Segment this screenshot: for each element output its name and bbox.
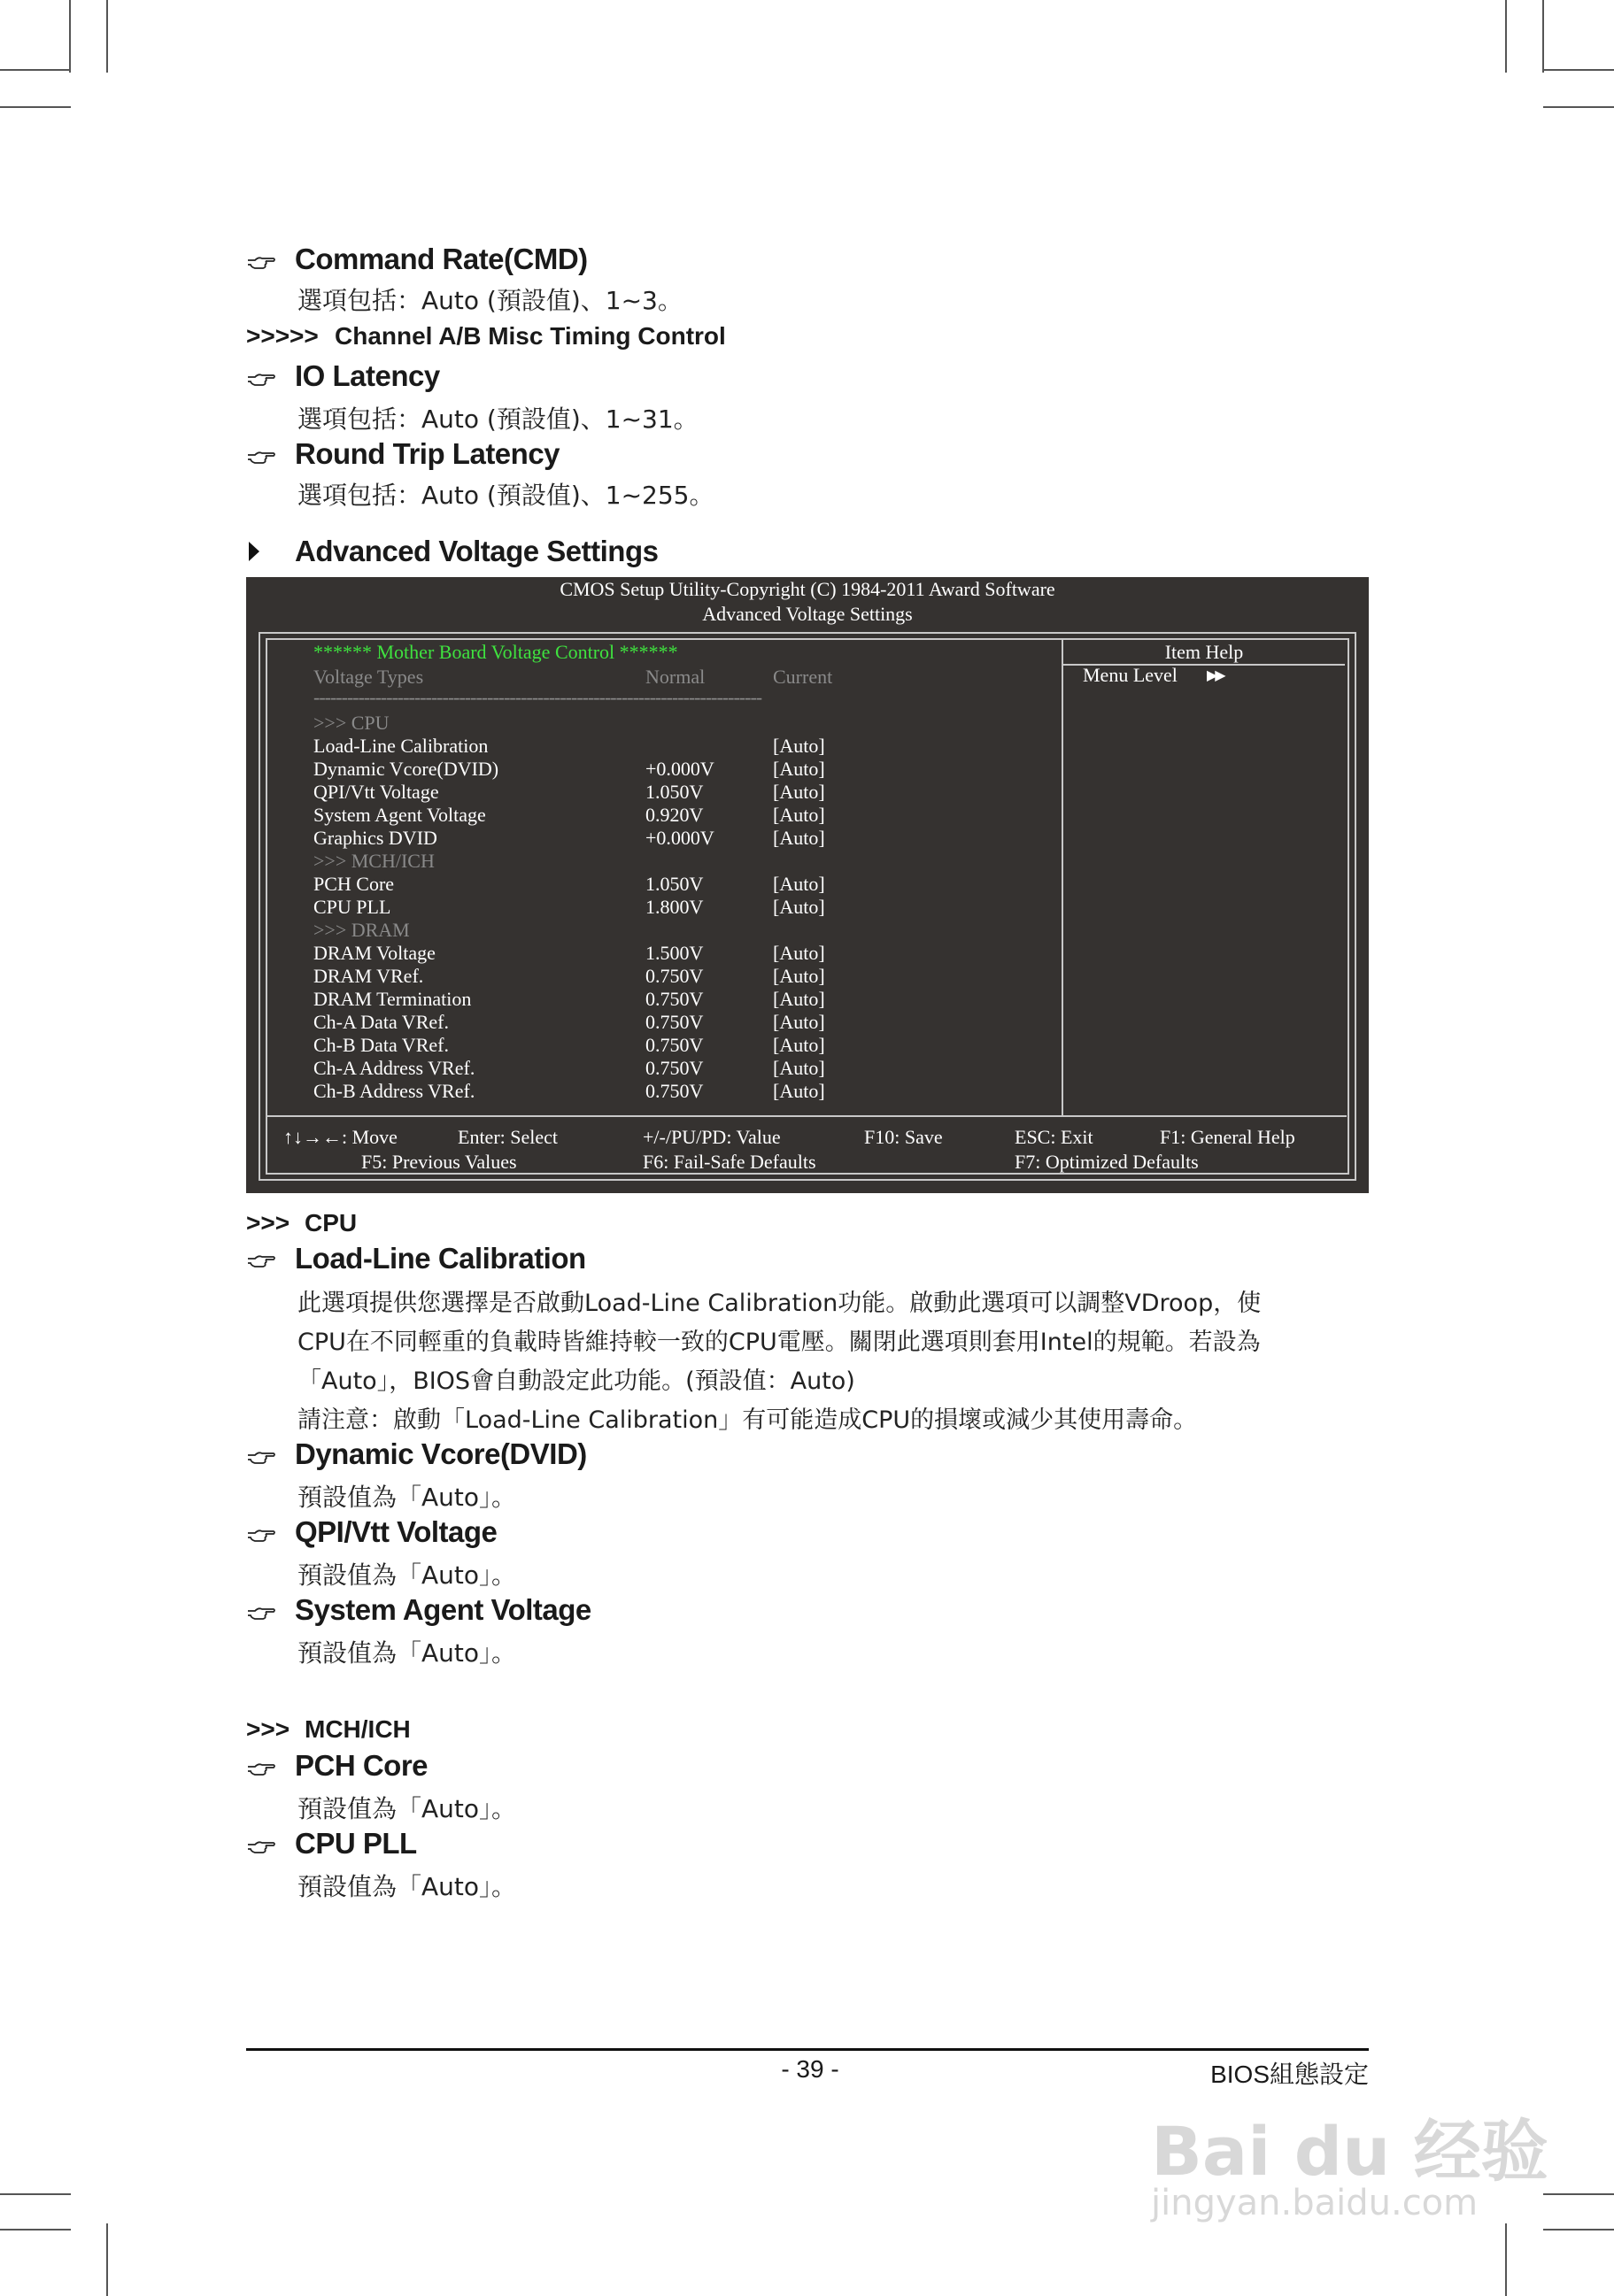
crop-mark bbox=[1542, 0, 1544, 73]
footer-rule bbox=[246, 2048, 1369, 2051]
pointing-hand-icon bbox=[246, 1838, 276, 1857]
footer-f7: F7: Optimized Defaults bbox=[1015, 1151, 1199, 1173]
bios-setting-normal[interactable]: 0.750V bbox=[645, 1034, 704, 1056]
round-trip-latency-title: Round Trip Latency bbox=[295, 437, 560, 470]
bios-setting-current[interactable]: [Auto] bbox=[773, 781, 825, 803]
bios-setting-label[interactable]: System Agent Voltage bbox=[313, 804, 486, 826]
io-latency-options: 選項包括：Auto (預設值)、1~31。 bbox=[297, 404, 699, 434]
mch-section-header: MCH/ICH bbox=[305, 1715, 411, 1743]
mch-section-prefix: >>> bbox=[246, 1715, 290, 1743]
col-divider: -------------------------------------------------------------------------------- bbox=[313, 686, 762, 708]
footer-esc: ESC: Exit bbox=[1015, 1126, 1093, 1148]
bios-setting-label[interactable]: Ch-B Address VRef. bbox=[313, 1080, 475, 1102]
advanced-voltage-settings-title: Advanced Voltage Settings bbox=[295, 535, 659, 567]
bios-setting-normal[interactable]: 1.050V bbox=[645, 781, 704, 803]
bios-setting-label[interactable]: CPU PLL bbox=[313, 896, 391, 918]
crop-mark bbox=[69, 0, 71, 73]
crop-mark bbox=[1543, 2193, 1614, 2195]
dvid-title: Dynamic Vcore(DVID) bbox=[295, 1437, 587, 1470]
col-voltage-types: Voltage Types bbox=[313, 666, 424, 688]
col-current: Current bbox=[773, 666, 833, 688]
bios-screen bbox=[246, 577, 1369, 1193]
crop-mark bbox=[106, 2223, 108, 2296]
command-rate-title: Command Rate(CMD) bbox=[295, 243, 588, 275]
bios-setting-normal[interactable]: 0.750V bbox=[645, 1080, 704, 1102]
footer-move: ↑↓→←: Move bbox=[283, 1126, 398, 1148]
cpu-section-prefix: >>> bbox=[246, 1209, 290, 1237]
bios-setting-label[interactable]: Ch-A Data VRef. bbox=[313, 1011, 449, 1033]
channel-prefix: >>>>> bbox=[246, 322, 319, 350]
pointing-hand-icon bbox=[246, 448, 276, 467]
system-agent-body: 預設值為「Auto」。 bbox=[297, 1638, 517, 1668]
chapter-title: BIOS組態設定 bbox=[1210, 2061, 1369, 2088]
crop-mark bbox=[1505, 2223, 1507, 2296]
menu-level-arrows-icon: ▶▶ bbox=[1207, 668, 1224, 683]
command-rate-options: 選項包括：Auto (預設值)、1~3。 bbox=[297, 286, 683, 315]
bios-setting-label[interactable]: QPI/Vtt Voltage bbox=[313, 781, 439, 803]
pointing-hand-icon bbox=[246, 1448, 276, 1468]
bios-setting-normal[interactable]: 0.750V bbox=[645, 1057, 704, 1079]
bios-setting-label[interactable]: Dynamic Vcore(DVID) bbox=[313, 758, 499, 780]
bios-header-line2: Advanced Voltage Settings bbox=[702, 603, 913, 625]
crop-mark bbox=[0, 106, 71, 108]
channel-header: Channel A/B Misc Timing Control bbox=[335, 322, 726, 350]
bios-group-header: >>> MCH/ICH bbox=[313, 850, 435, 872]
bios-group-header: >>> CPU bbox=[313, 712, 390, 734]
bios-setting-current[interactable]: [Auto] bbox=[773, 804, 825, 826]
triangle-right-icon bbox=[248, 540, 260, 563]
bios-setting-normal[interactable]: 0.750V bbox=[645, 965, 704, 987]
bios-setting-current[interactable]: [Auto] bbox=[773, 1034, 825, 1056]
bios-setting-current[interactable]: [Auto] bbox=[773, 873, 825, 895]
crop-mark bbox=[1543, 2229, 1614, 2231]
bios-setting-normal[interactable]: 1.500V bbox=[645, 942, 704, 964]
bios-group-header: >>> DRAM bbox=[313, 919, 410, 941]
bios-header-line1: CMOS Setup Utility-Copyright (C) 1984-2011 Award Software bbox=[560, 578, 1055, 600]
crop-mark bbox=[1543, 106, 1614, 108]
pointing-hand-icon bbox=[246, 1604, 276, 1623]
bios-column-divider bbox=[1062, 639, 1063, 1115]
bios-setting-label[interactable]: PCH Core bbox=[313, 873, 395, 895]
pointing-hand-icon bbox=[246, 1760, 276, 1779]
col-normal: Normal bbox=[645, 666, 706, 688]
cpu-section-header: CPU bbox=[305, 1209, 358, 1237]
footer-enter: Enter: Select bbox=[458, 1126, 559, 1148]
crop-mark bbox=[0, 69, 71, 71]
bios-setting-normal[interactable]: 0.750V bbox=[645, 1011, 704, 1033]
footer-f6: F6: Fail-Safe Defaults bbox=[643, 1151, 816, 1173]
pch-core-body: 預設值為「Auto」。 bbox=[297, 1794, 517, 1823]
bios-setting-current[interactable]: [Auto] bbox=[773, 942, 825, 964]
llc-line-2: CPU在不同輕重的負載時皆維持較一致的CPU電壓。關閉此選項則套用Intel的規範。若設為 bbox=[297, 1329, 1261, 1356]
bios-setting-normal[interactable]: +0.000V bbox=[645, 827, 714, 849]
page-number: - 39 - bbox=[781, 2055, 839, 2083]
cpu-pll-title: CPU PLL bbox=[295, 1827, 417, 1860]
qpi-body: 預設值為「Auto」。 bbox=[297, 1560, 517, 1590]
bios-setting-current[interactable]: [Auto] bbox=[773, 988, 825, 1010]
bios-setting-label[interactable]: DRAM Termination bbox=[313, 988, 472, 1010]
crop-mark bbox=[1543, 69, 1614, 71]
bios-setting-label[interactable]: Ch-A Address VRef. bbox=[313, 1057, 475, 1079]
crop-mark bbox=[0, 2229, 71, 2231]
bios-setting-label[interactable]: DRAM Voltage bbox=[313, 942, 436, 964]
baidu-watermark-url: jingyan.baidu.com bbox=[1151, 2183, 1479, 2223]
bios-setting-current[interactable]: [Auto] bbox=[773, 1057, 825, 1079]
bios-setting-current[interactable]: [Auto] bbox=[773, 1080, 825, 1102]
qpi-title: QPI/Vtt Voltage bbox=[295, 1515, 498, 1548]
cpu-pll-body: 預設值為「Auto」。 bbox=[297, 1872, 517, 1901]
bios-setting-current[interactable]: [Auto] bbox=[773, 1011, 825, 1033]
llc-line-1: 此選項提供您選擇是否啟動Load-Line Calibration功能。啟動此選項可以調整VDroop，使 bbox=[297, 1290, 1262, 1317]
pch-core-title: PCH Core bbox=[295, 1749, 429, 1782]
llc-line-3: 「Auto」，BIOS會自動設定此功能。(預設值：Auto) bbox=[297, 1368, 855, 1395]
system-agent-title: System Agent Voltage bbox=[295, 1593, 591, 1626]
bios-setting-normal[interactable]: +0.000V bbox=[645, 758, 714, 780]
crop-mark bbox=[106, 0, 108, 73]
io-latency-title: IO Latency bbox=[295, 359, 440, 392]
pointing-hand-icon bbox=[246, 253, 276, 273]
footer-value: +/-/PU/PD: Value bbox=[643, 1126, 781, 1148]
bios-footer-divider bbox=[266, 1115, 1347, 1117]
item-help-label: Item Help bbox=[1164, 641, 1244, 663]
dvid-body: 預設值為「Auto」。 bbox=[297, 1483, 517, 1512]
pointing-hand-icon bbox=[246, 370, 276, 389]
footer-f5: F5: Previous Values bbox=[361, 1151, 517, 1173]
bios-setting-normal[interactable]: 0.750V bbox=[645, 988, 704, 1010]
bios-setting-normal[interactable]: 1.050V bbox=[645, 873, 704, 895]
footer-f10: F10: Save bbox=[864, 1126, 943, 1148]
mb-voltage-control-title: ****** Mother Board Voltage Control ****** bbox=[313, 641, 678, 663]
bios-setting-normal[interactable]: 1.800V bbox=[645, 896, 704, 918]
bios-setting-current[interactable]: [Auto] bbox=[773, 827, 825, 849]
crop-mark bbox=[1505, 0, 1507, 73]
menu-level-label: Menu Level bbox=[1083, 664, 1178, 686]
bios-setting-current[interactable]: [Auto] bbox=[773, 758, 825, 780]
llc-line-4: 請注意：啟動「Load-Line Calibration」有可能造成CPU的損壞或減少其使用壽命。 bbox=[297, 1406, 1198, 1434]
pointing-hand-icon bbox=[246, 1526, 276, 1545]
crop-mark bbox=[0, 2193, 71, 2195]
bios-setting-label[interactable]: Ch-B Data VRef. bbox=[313, 1034, 449, 1056]
bios-setting-current[interactable]: [Auto] bbox=[773, 965, 825, 987]
bios-setting-label[interactable]: DRAM VRef. bbox=[313, 965, 424, 987]
pointing-hand-icon bbox=[246, 1252, 276, 1271]
bios-setting-current[interactable]: [Auto] bbox=[773, 896, 825, 918]
baidu-watermark-logo: Bai du 经验 bbox=[1151, 2112, 1548, 2191]
bios-setting-normal[interactable]: 0.920V bbox=[645, 804, 704, 826]
bios-setting-current[interactable]: [Auto] bbox=[773, 735, 825, 757]
llc-title: Load-Line Calibration bbox=[295, 1242, 586, 1275]
footer-f1: F1: General Help bbox=[1160, 1126, 1295, 1148]
bios-setting-label[interactable]: Graphics DVID bbox=[313, 827, 437, 849]
round-trip-latency-options: 選項包括：Auto (預設值)、1~255。 bbox=[297, 481, 714, 510]
bios-setting-label[interactable]: Load-Line Calibration bbox=[313, 735, 489, 757]
